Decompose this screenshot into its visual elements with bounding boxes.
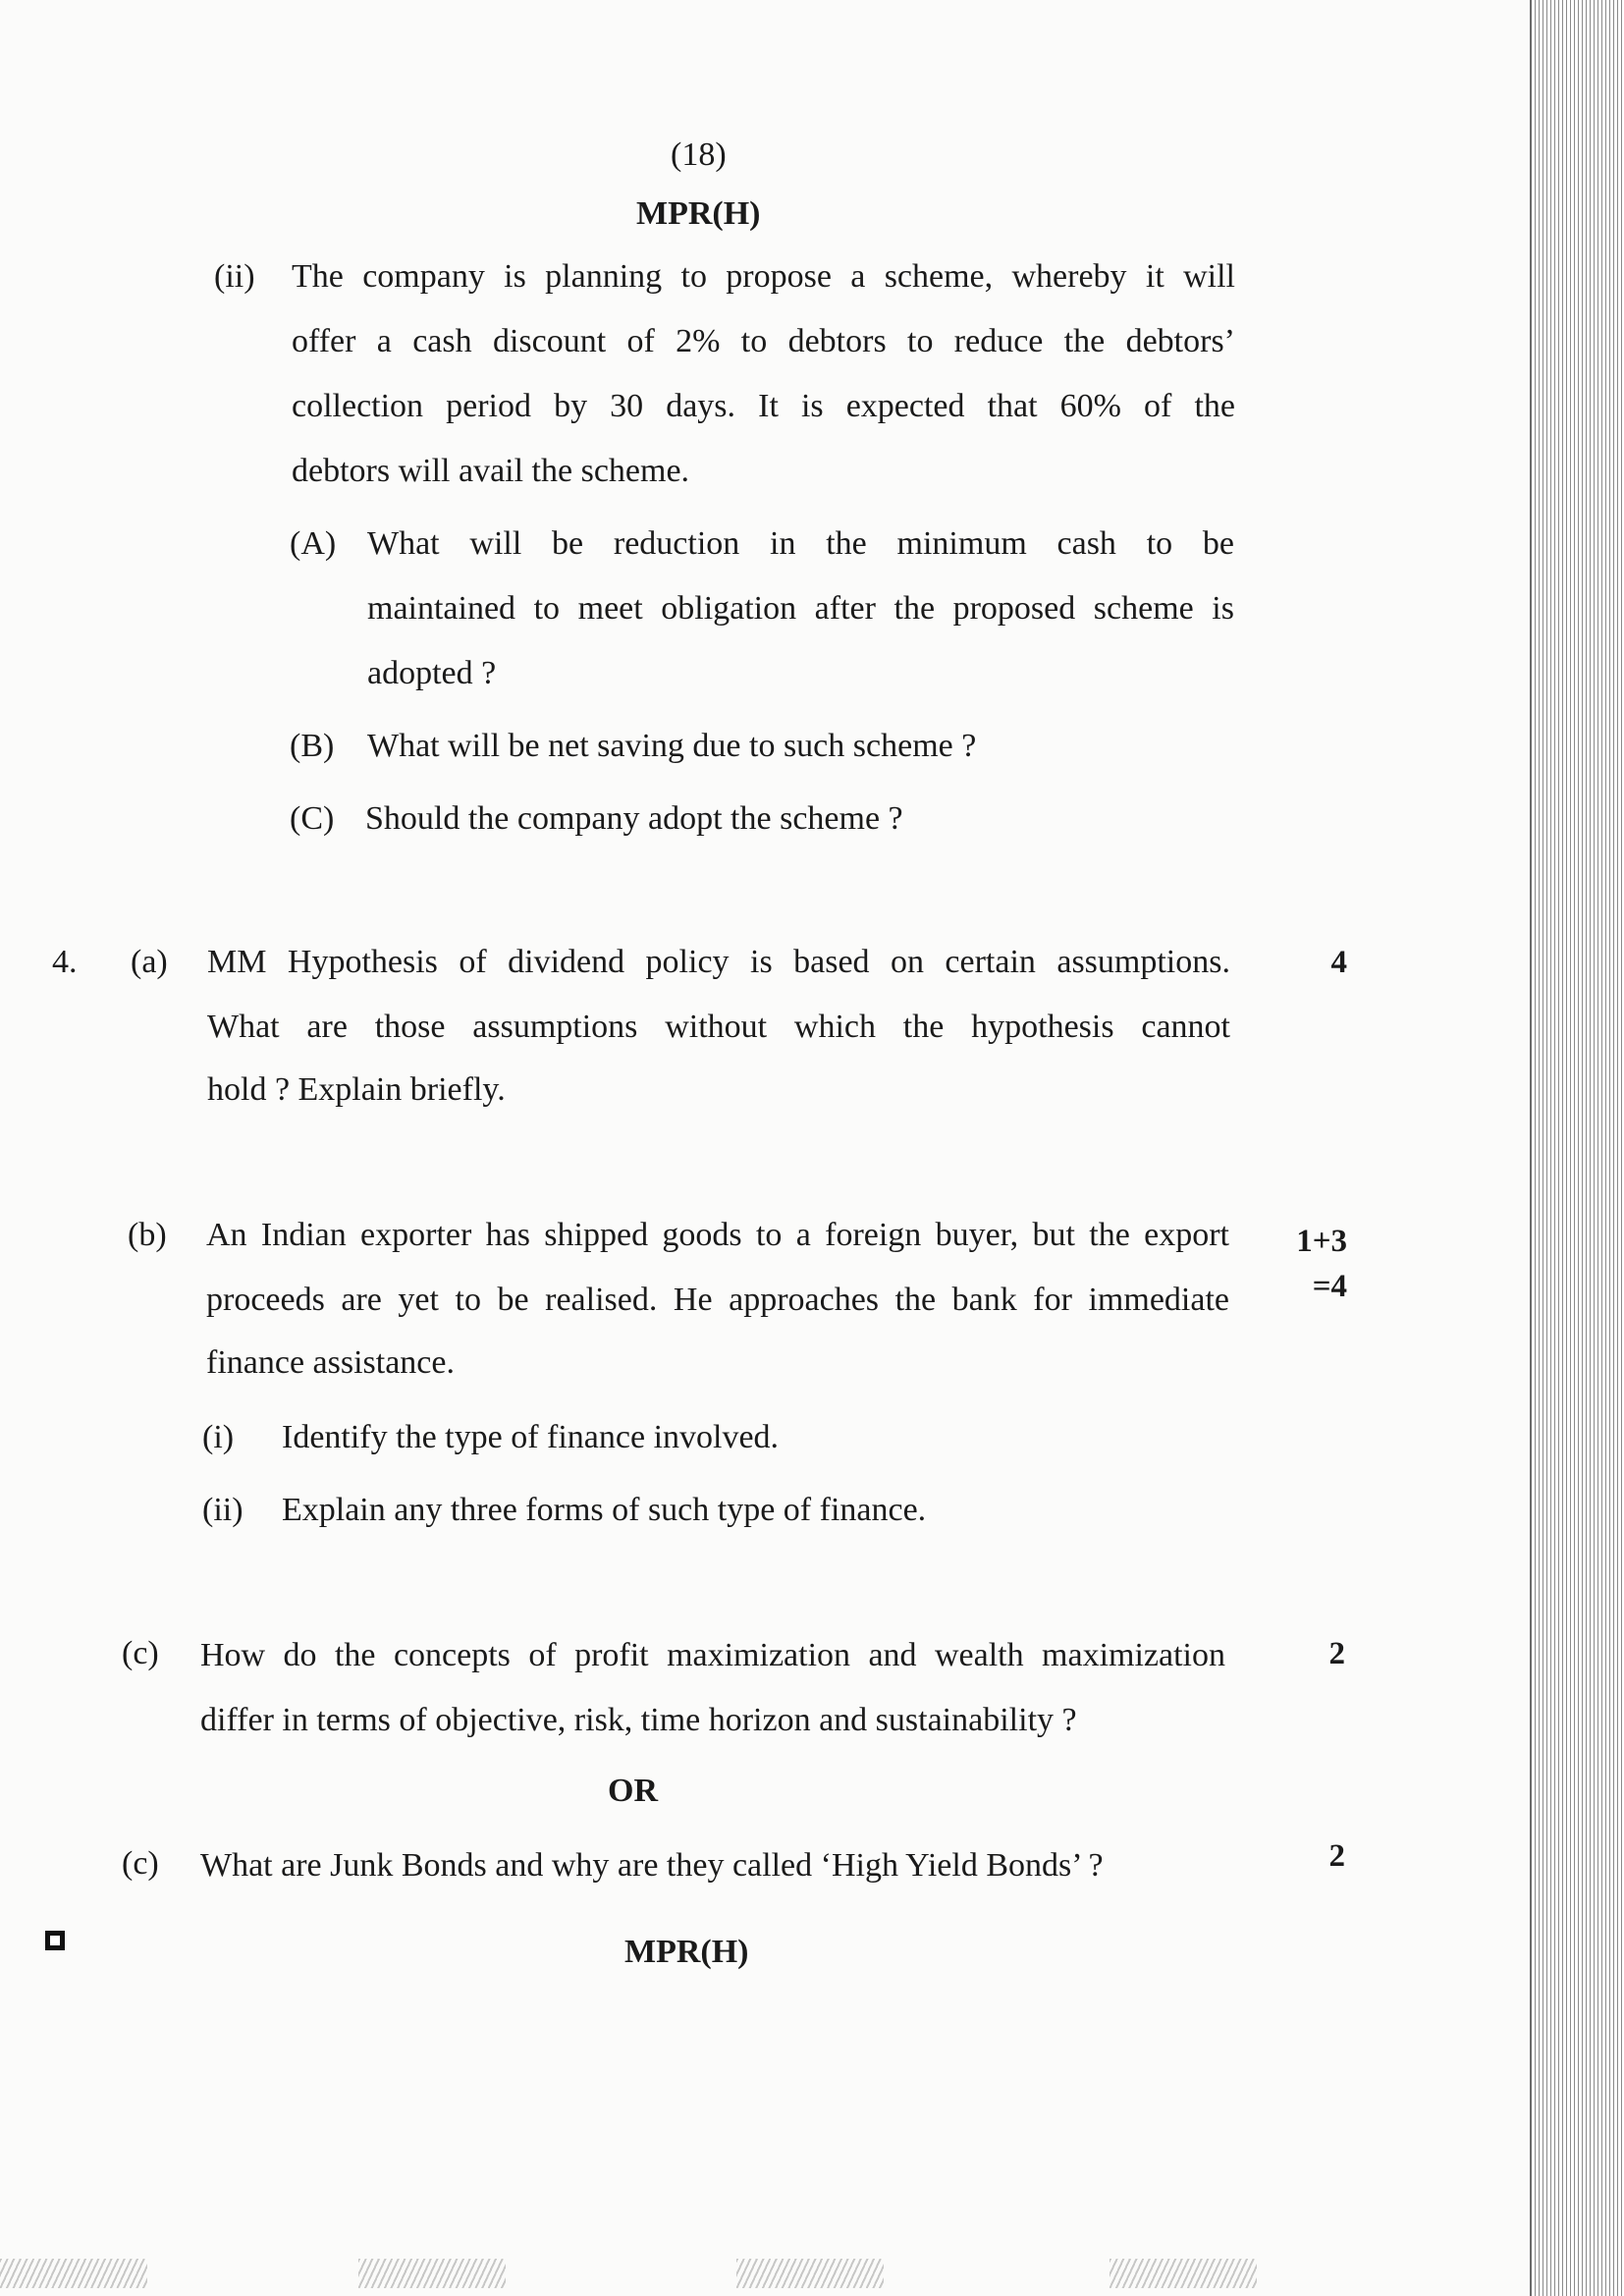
q3-ii-line-3: collection period by 30 days. It is expected that 60% of the	[292, 388, 1235, 424]
q4-c-label: (c)	[122, 1635, 159, 1671]
q3-ii-A-line-2: maintained to meet obligation after the proposed scheme is	[367, 590, 1234, 627]
paper-code-footer: MPR(H)	[624, 1934, 749, 1970]
q4-a-line-3: hold ? Explain briefly.	[207, 1071, 506, 1108]
q3-ii-C-label: (C)	[290, 800, 335, 837]
q3-ii-label: (ii)	[214, 258, 255, 295]
q4-c-alt-marks: 2	[1328, 1838, 1345, 1874]
q4-b-marks-line-2: =4	[1312, 1269, 1347, 1304]
q3-ii-A-line-3: adopted ?	[367, 655, 497, 691]
scan-artifact-icon	[736, 2259, 884, 2288]
q3-ii-C-line-1: Should the company adopt the scheme ?	[365, 800, 903, 837]
q4-c-line-1: How do the concepts of profit maximization and wealth maximization	[200, 1637, 1225, 1673]
q3-ii-line-1: The company is planning to propose a scheme, whereby it will	[292, 258, 1235, 295]
q4-c-marks: 2	[1328, 1636, 1345, 1671]
q4-b-i-text: Identify the type of finance involved.	[282, 1419, 780, 1455]
corner-square-icon	[45, 1931, 65, 1950]
page-number: (18)	[671, 137, 727, 173]
scan-artifact-icon	[358, 2259, 506, 2288]
scan-artifact-icon	[0, 2259, 147, 2288]
q4-a-marks: 4	[1330, 945, 1347, 980]
q3-ii-A-label: (A)	[290, 525, 337, 562]
q3-ii-A-line-1: What will be reduction in the minimum cash to be	[367, 525, 1234, 562]
q4-c-alt-label: (c)	[122, 1845, 159, 1882]
q4-b-line-2: proceeds are yet to be realised. He approaches the bank for immediate	[206, 1282, 1229, 1318]
q4-c-alt-text: What are Junk Bonds and why are they called ‘High Yield Bonds’ ?	[200, 1847, 1104, 1884]
q4-b-line-3: finance assistance.	[206, 1344, 455, 1381]
q4-b-label: (b)	[128, 1217, 167, 1253]
q3-ii-line-2: offer a cash discount of 2% to debtors to reduce the debtors’	[292, 323, 1235, 359]
q3-ii-B-line-1: What will be net saving due to such scheme ?	[367, 728, 977, 764]
q4-c-line-2: differ in terms of objective, risk, time horizon and sustainability ?	[200, 1702, 1077, 1738]
q4-b-ii-label: (ii)	[202, 1492, 244, 1528]
paper-code-header: MPR(H)	[636, 195, 761, 232]
q3-ii-line-4: debtors will avail the scheme.	[292, 453, 690, 489]
binding-stripes	[1532, 0, 1624, 2296]
q4-a-line-2: What are those assumptions without which the hypothesis cannot	[207, 1009, 1230, 1045]
q4-number: 4.	[52, 944, 78, 980]
q3-ii-B-label: (B)	[290, 728, 335, 764]
q4-a-line-1: MM Hypothesis of dividend policy is based on certain assumptions.	[207, 944, 1230, 980]
or-separator: OR	[608, 1773, 658, 1809]
q4-b-line-1: An Indian exporter has shipped goods to a foreign buyer, but the export	[206, 1217, 1229, 1253]
q4-b-ii-text: Explain any three forms of such type of finance.	[282, 1492, 927, 1528]
q4-b-i-label: (i)	[202, 1419, 235, 1455]
q4-b-marks-line-1: 1+3	[1296, 1224, 1347, 1259]
scan-artifact-icon	[1110, 2259, 1257, 2288]
q4-a-label: (a)	[131, 944, 168, 980]
